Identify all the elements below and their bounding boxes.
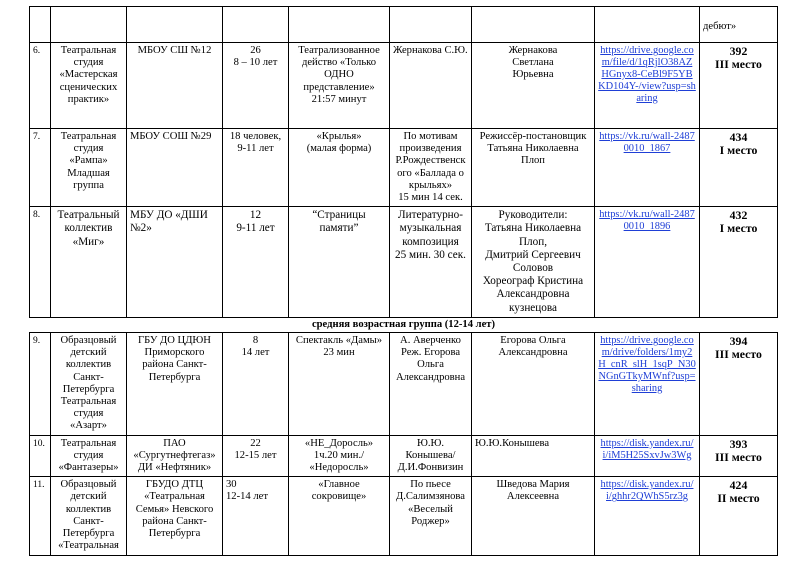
table-row (30, 207, 778, 318)
leader: Егорова Ольга Александровна (472, 333, 595, 436)
score-place (700, 477, 778, 555)
video-link[interactable]: https://vk.ru/wall-24870010_1867 (595, 129, 700, 207)
organization: ПАО «Сургутнефтегаз» ДИ «Нефтяник» (127, 435, 223, 477)
table-cell (595, 7, 700, 43)
video-link[interactable]: https://disk.yandex.ru/i/ghhr2QWhS5rz3g (595, 477, 700, 555)
author: Жернакова С.Ю. (390, 43, 472, 129)
author: Литературно- музыкальная композиция 25 мин. 30 сек. (390, 207, 472, 318)
collective-name: Образцовый детский коллектив Санкт- Петербурга «Театральная (51, 477, 127, 555)
leader: Руководители: Татьяна Николаевна Плоп, Дмитрий Сергеевич Соловов Хореограф Кристина Александровна кузнецова (472, 207, 595, 318)
score: 434 (729, 130, 748, 144)
organization: ГБУ ДО ЦДЮН Приморского района Санкт- Петербурга (127, 333, 223, 436)
participants-age: 12 9-11 лет (223, 207, 289, 318)
table-cell (390, 7, 472, 43)
place: II место (717, 491, 760, 506)
author: А. Аверченко Реж. Егорова Ольга Александровна (390, 333, 472, 436)
score-place (700, 435, 778, 477)
performance-title: Спектакль «Дамы» 23 мин (289, 333, 390, 436)
score-place (700, 207, 778, 318)
leader: Ю.Ю.Конышева (472, 435, 595, 477)
author: По пьесе Д.Салимзянова «Веселый Роджер» (390, 477, 472, 555)
performance-title: «Главное сокровище» (289, 477, 390, 555)
row-number: 11. (30, 477, 51, 555)
score: 394 (729, 334, 748, 349)
score-place (700, 129, 778, 207)
score: 393 (729, 436, 748, 451)
place: III место (715, 449, 762, 464)
participants-age: 8 14 лет (223, 333, 289, 436)
table-cell (30, 7, 51, 43)
score: 392 (729, 44, 748, 58)
top-fragment (700, 7, 778, 43)
table-cell (223, 7, 289, 43)
organization: МБУ ДО «ДШИ №2» (127, 207, 223, 318)
row-number: 8. (30, 207, 51, 318)
collective-name: Театральная студия «Рампа» Младшая группа (51, 129, 127, 207)
organization: ГБУДО ДТЦ «Театральная Семья» Невского района Санкт- Петербурга (127, 477, 223, 555)
score-place (700, 43, 778, 129)
participants-age: 26 8 – 10 лет (223, 43, 289, 129)
score: 432 (729, 208, 748, 223)
participants-age: 18 человек, 9-11 лет (223, 129, 289, 207)
table-row (30, 435, 778, 477)
table-row (30, 43, 778, 129)
video-link[interactable]: https://vk.ru/wall-24870010_1896 (595, 207, 700, 318)
section-row (30, 317, 778, 332)
results-table (29, 6, 778, 556)
video-link[interactable]: https://disk.yandex.ru/i/iM5H25SxvJw3Wg (595, 435, 700, 477)
row-number: 6. (30, 43, 51, 129)
video-link[interactable]: https://drive.google.com/drive/folders/1my2H_cnR_slH_1sqP_N30NGnGTkyMWnf?usp=sharing (595, 333, 700, 436)
score-place (700, 333, 778, 436)
performance-title: Театрализованное действо «Только ОДНО представление» 21:57 минут (289, 43, 390, 129)
leader: Шведова Мария Алексеевна (472, 477, 595, 555)
collective-name: Театральная студия «Фантазеры» (51, 435, 127, 477)
table-row (30, 129, 778, 207)
place: I место (719, 221, 758, 236)
table-cell (289, 7, 390, 43)
author: По мотивам произведения Р.Рождественск ого «Баллада о крыльях» 15 мин 14 сек. (390, 129, 472, 207)
table-row (30, 333, 778, 436)
table-row (30, 7, 778, 43)
organization: МБОУ СШ №12 (127, 43, 223, 129)
place: I место (719, 143, 758, 157)
performance-title: «Крылья» (малая форма) (289, 129, 390, 207)
table-row (30, 477, 778, 555)
score: 424 (729, 478, 748, 493)
row-number: 10. (30, 435, 51, 477)
leader: Режиссёр-постановщик Татьяна Николаевна Плоп (472, 129, 595, 207)
row-number: 9. (30, 333, 51, 436)
leader: Жернакова Светлана Юрьевна (472, 43, 595, 129)
participants-age: 30 12-14 лет (223, 477, 289, 555)
section-title: средняя возрастная группа (12-14 лет) (30, 317, 778, 332)
top-fragment-text: дебют» (703, 21, 737, 32)
collective-name: Образцовый детский коллектив Санкт- Петербурга Театральная студия «Азарт» (51, 333, 127, 436)
table-cell (51, 7, 127, 43)
organization: МБОУ СОШ №29 (127, 129, 223, 207)
place: III место (715, 347, 762, 362)
author: Ю.Ю. Конышева/ Д.И.Фонвизин (390, 435, 472, 477)
place: III место (715, 57, 762, 71)
table-cell (472, 7, 595, 43)
table-cell (127, 7, 223, 43)
row-number: 7. (30, 129, 51, 207)
video-link[interactable]: https://drive.google.com/file/d/1qRjlO38AZHGnyx8-CeBl9F5YBKD104Y-/view?usp=sharing (595, 43, 700, 129)
collective-name: Театральный коллектив «Миг» (51, 207, 127, 318)
collective-name: Театральная студия «Мастерская сценических практик» (51, 43, 127, 129)
participants-age: 22 12-15 лет (223, 435, 289, 477)
performance-title: “Страницы памяти” (289, 207, 390, 318)
performance-title: «НЕ_Доросль» 1ч.20 мин./ «Недоросль» (289, 435, 390, 477)
